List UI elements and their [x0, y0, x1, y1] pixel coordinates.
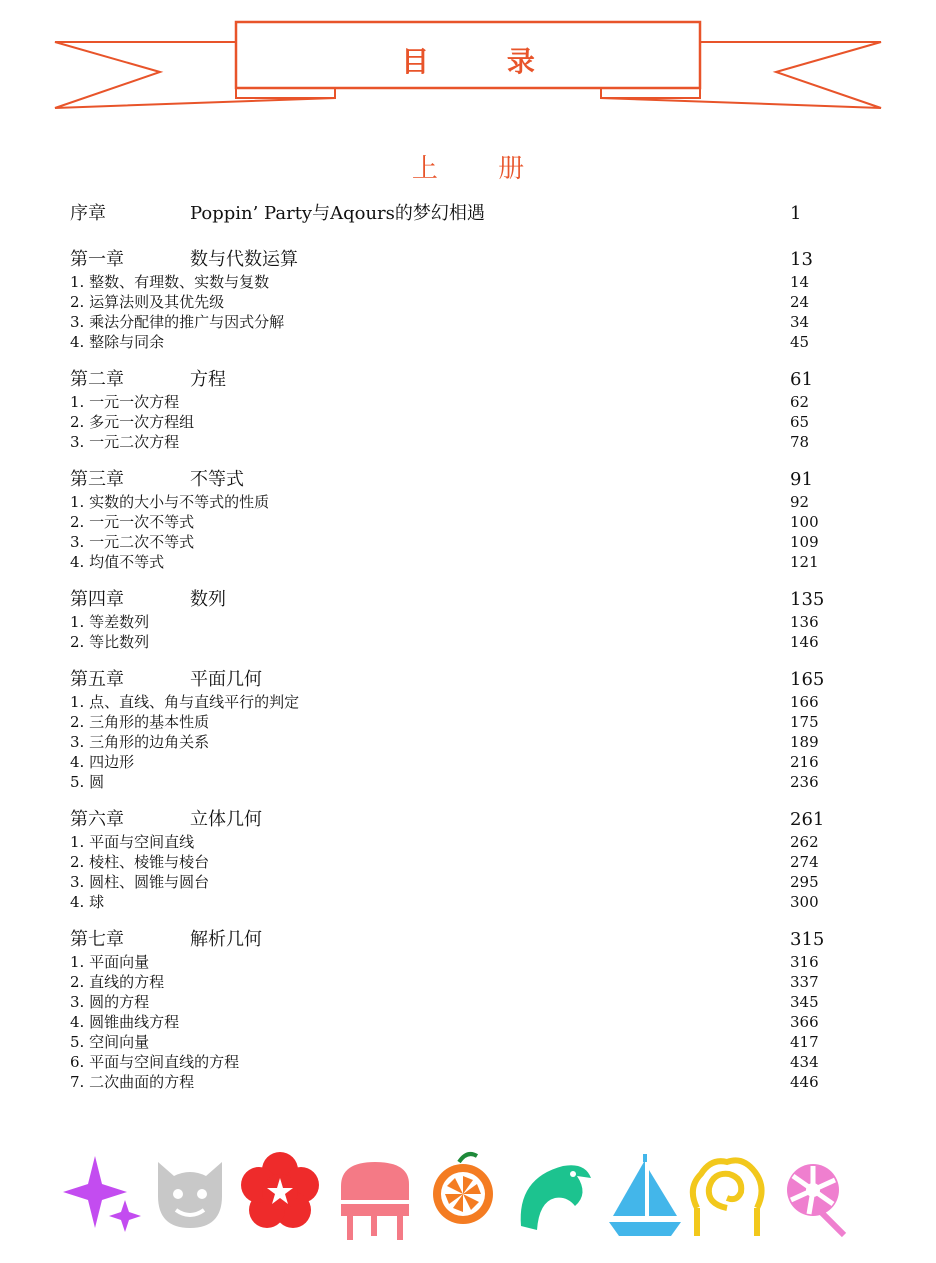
section-row[interactable] — [70, 692, 830, 712]
section-page: 345 — [790, 993, 819, 1011]
section-title: 3. 乘法分配律的推广与因式分解 — [70, 313, 285, 331]
chapter-title: 不等式 — [190, 469, 244, 490]
section-row[interactable] — [70, 732, 830, 752]
chapter-row[interactable] — [70, 248, 830, 272]
prologue-title: Poppin’ Party与Aqours的梦幻相遇 — [190, 203, 485, 224]
section-title: 4. 均值不等式 — [70, 553, 165, 571]
section-row[interactable] — [70, 772, 830, 792]
section-title: 4. 圆锥曲线方程 — [70, 1013, 180, 1031]
section-row[interactable] — [70, 872, 830, 892]
section-row[interactable] — [70, 272, 830, 292]
chapter-block — [70, 928, 830, 1092]
grand-piano-icon — [341, 1162, 409, 1240]
chapter-title: 数列 — [190, 589, 226, 610]
section-row[interactable] — [70, 892, 830, 912]
swirl-cloud-icon — [693, 1160, 762, 1236]
section-page: 146 — [790, 633, 819, 651]
section-row[interactable] — [70, 852, 830, 872]
section-page: 366 — [790, 1013, 819, 1031]
section-title: 3. 一元二次不等式 — [70, 533, 195, 551]
chapter-label: 第六章 — [70, 809, 124, 830]
section-title: 4. 球 — [70, 893, 105, 911]
section-row[interactable] — [70, 972, 830, 992]
section-row[interactable] — [70, 432, 830, 452]
prologue-label: 序章 — [70, 203, 106, 224]
chapter-row[interactable] — [70, 928, 830, 952]
chapter-page: 315 — [790, 929, 825, 950]
section-page: 136 — [790, 613, 819, 631]
section-page: 175 — [790, 713, 819, 731]
prologue-row[interactable] — [70, 202, 830, 226]
chapter-title: 立体几何 — [190, 809, 262, 830]
section-page: 216 — [790, 753, 819, 771]
section-title: 2. 棱柱、棱锥与棱台 — [70, 853, 210, 871]
chapter-block — [70, 248, 830, 352]
chapter-label: 第四章 — [70, 589, 124, 610]
section-page: 109 — [790, 533, 819, 551]
chapter-title: 数与代数运算 — [190, 249, 298, 270]
section-title: 1. 平面向量 — [70, 953, 150, 971]
section-row[interactable] — [70, 752, 830, 772]
section-title: 1. 一元一次方程 — [70, 393, 180, 411]
section-page: 274 — [790, 853, 819, 871]
chapter-row[interactable] — [70, 808, 830, 832]
chapter-title: 平面几何 — [190, 669, 262, 690]
chapter-page: 61 — [790, 369, 813, 390]
section-title: 1. 实数的大小与不等式的性质 — [70, 493, 270, 511]
section-row[interactable] — [70, 1052, 830, 1072]
sailboat-icon — [609, 1154, 681, 1236]
section-row[interactable] — [70, 292, 830, 312]
plum-blossom-icon — [241, 1152, 319, 1228]
section-row[interactable] — [70, 992, 830, 1012]
section-page: 34 — [790, 313, 810, 331]
section-row[interactable] — [70, 552, 830, 572]
chapter-label: 第二章 — [70, 369, 124, 390]
section-title: 2. 多元一次方程组 — [70, 413, 195, 431]
chapter-block — [70, 808, 830, 912]
section-title: 1. 等差数列 — [70, 613, 150, 631]
section-row[interactable] — [70, 632, 830, 652]
section-page: 316 — [790, 953, 819, 971]
section-page: 78 — [790, 433, 810, 451]
section-title: 1. 点、直线、角与直线平行的判定 — [70, 693, 300, 711]
section-page: 45 — [790, 333, 810, 351]
section-page: 236 — [790, 773, 819, 791]
section-title: 5. 空间向量 — [70, 1033, 150, 1051]
orange-slice-icon — [433, 1154, 493, 1224]
section-page: 65 — [790, 413, 810, 431]
section-title: 3. 圆的方程 — [70, 993, 150, 1011]
chapter-row[interactable] — [70, 668, 830, 692]
section-row[interactable] — [70, 332, 830, 352]
section-page: 62 — [790, 393, 810, 411]
section-row[interactable] — [70, 392, 830, 412]
chapter-page: 91 — [790, 469, 813, 490]
section-row[interactable] — [70, 312, 830, 332]
section-title: 6. 平面与空间直线的方程 — [70, 1053, 240, 1071]
section-page: 121 — [790, 553, 819, 571]
devil-face-icon — [158, 1162, 222, 1228]
section-row[interactable] — [70, 1032, 830, 1052]
sparkle-icon — [63, 1156, 141, 1232]
section-page: 92 — [790, 493, 810, 511]
chapter-label: 第五章 — [70, 669, 124, 690]
section-title: 7. 二次曲面的方程 — [70, 1073, 195, 1091]
section-title: 2. 等比数列 — [70, 633, 150, 651]
chapter-block — [70, 468, 830, 572]
section-page: 295 — [790, 873, 819, 891]
section-title: 3. 圆柱、圆锥与圆台 — [70, 873, 210, 891]
section-title: 4. 整除与同余 — [70, 333, 165, 351]
chapter-row[interactable] — [70, 468, 830, 492]
section-title: 1. 平面与空间直线 — [70, 833, 195, 851]
section-title: 2. 一元一次不等式 — [70, 513, 195, 531]
chapter-row[interactable] — [70, 368, 830, 392]
section-page: 262 — [790, 833, 819, 851]
chapter-title: 解析几何 — [190, 929, 262, 950]
section-title: 5. 圆 — [70, 773, 105, 791]
section-row[interactable] — [70, 952, 830, 972]
table-of-contents — [70, 202, 830, 1108]
section-row[interactable] — [70, 1072, 830, 1092]
chapter-block — [70, 588, 830, 652]
dolphin-icon — [521, 1165, 591, 1230]
chapter-block — [70, 368, 830, 452]
section-title: 4. 四边形 — [70, 753, 135, 771]
section-row[interactable] — [70, 492, 830, 512]
chapter-row[interactable] — [70, 588, 830, 612]
section-page: 337 — [790, 973, 819, 991]
section-page: 434 — [790, 1053, 819, 1071]
chapter-page: 261 — [790, 809, 825, 830]
section-row[interactable] — [70, 532, 830, 552]
lollipop-icon — [787, 1164, 846, 1237]
chapter-label: 第七章 — [70, 929, 124, 950]
section-title: 1. 整数、有理数、实数与复数 — [70, 273, 270, 291]
section-row[interactable] — [70, 612, 830, 632]
chapter-page: 165 — [790, 669, 825, 690]
chapter-page: 135 — [790, 589, 825, 610]
section-row[interactable] — [70, 1012, 830, 1032]
page-title: 目 录 — [401, 45, 569, 78]
section-title: 3. 三角形的边角关系 — [70, 733, 210, 751]
section-page: 166 — [790, 693, 819, 711]
section-title: 3. 一元二次方程 — [70, 433, 180, 451]
section-page: 189 — [790, 733, 819, 751]
chapter-label: 第三章 — [70, 469, 124, 490]
section-page: 446 — [790, 1073, 819, 1091]
chapter-list — [70, 248, 830, 1092]
section-page: 24 — [790, 293, 810, 311]
volume-title: 上 册 — [411, 154, 551, 184]
section-title: 2. 运算法则及其优先级 — [70, 293, 225, 311]
section-title: 2. 三角形的基本性质 — [70, 713, 210, 731]
section-row[interactable] — [70, 412, 830, 432]
prologue-page: 1 — [790, 203, 802, 224]
chapter-label: 第一章 — [70, 249, 124, 270]
section-page: 417 — [790, 1033, 819, 1051]
section-page: 100 — [790, 513, 819, 531]
chapter-block — [70, 668, 830, 792]
section-row[interactable] — [70, 712, 830, 732]
section-title: 2. 直线的方程 — [70, 973, 165, 991]
character-icon-strip — [55, 1148, 875, 1248]
section-page: 300 — [790, 893, 819, 911]
section-row[interactable] — [70, 832, 830, 852]
chapter-title: 方程 — [190, 369, 226, 390]
chapter-page: 13 — [790, 249, 813, 270]
section-row[interactable] — [70, 512, 830, 532]
section-page: 14 — [790, 273, 810, 291]
